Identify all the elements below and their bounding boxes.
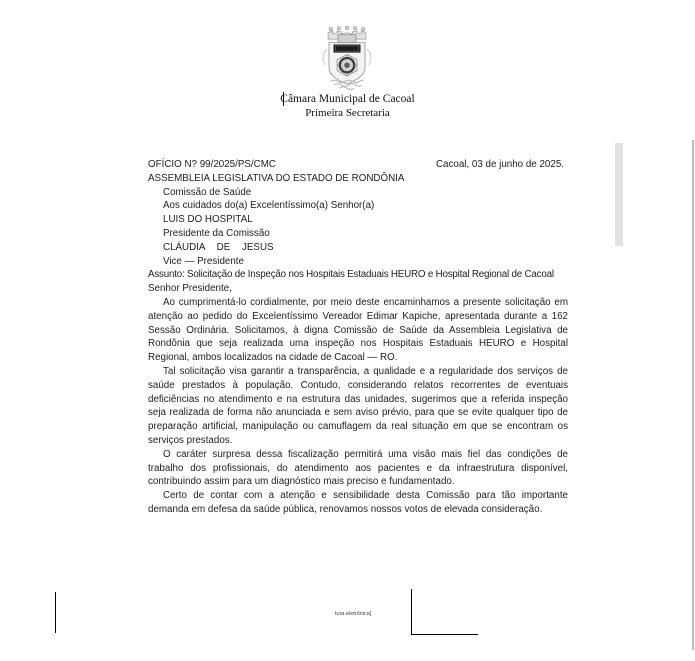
signature-corner-vertical [411, 589, 412, 635]
signature-fragment: tura eletrônica] [335, 611, 372, 617]
recipient-unit: Comissão de Saúde [163, 186, 252, 198]
org-subtitle: Primeira Secretaria [305, 107, 390, 119]
pane-edge-line [692, 140, 694, 650]
signature-corner-horizontal [411, 634, 478, 635]
subject-line: Assunto: Solicitação de Inspeção nos Hospitais Estaduais HEURO e Hospital Regional de Cacoal [148, 269, 554, 281]
addressee-role: Vice — Presidente [163, 255, 244, 267]
addressee-role: Presidente da Comissão [163, 227, 270, 239]
letter-date: Cacoal, 03 de junho de 2025. [435, 159, 564, 170]
paragraph: Certo de contar com a atenção e sensibilidade desta Comissão para tão importante demanda em defesa da saúde pública, renovamos nossos votos de elevada consideração. [148, 490, 568, 515]
letter-body[interactable] [148, 158, 568, 517]
recipient-care-of: Aos cuidados do(a) Excelentíssimo(a) Senhor(a) [163, 200, 375, 212]
recipient-org: ASSEMBLEIA LEGISLATIVA DO ESTADO DE RONDÔNIA [148, 172, 405, 184]
coat-of-arms-icon [320, 25, 374, 91]
oficio-number: OFÍCIO N? 99/2025/PS/CMC [148, 159, 276, 170]
org-name: Câmara Municipal de Cacoal [280, 93, 415, 105]
salutation: Senhor Presidente, [148, 283, 232, 295]
paragraph: Tal solicitação visa garantir a transparência, a qualidade e a regularidade dos serviços de saúde prestados à população. Contudo, considerando relatos recorrentes de eventuais deficiências no atendimento e na estrutura das unidades, sugerimos que a referida inspeção seja realizada de forma não anunciada e sem aviso prévio, para que se evite qualquer tipo de preparação artificial, manipulação ou camuflagem da real situação em que se encontram os serviços prestados. [148, 365, 568, 446]
paragraph: Ao cumprimentá-lo cordialmente, por meio deste encaminhamos a presente solicitação em atenção ao pedido do Excelentíssimo Vereador Edimar Kapiche, apresentada durante a 162 Sessão Ordinária. Solicitamos, à digna Comissão de Saúde da Assembleia Legislativa de Rondônia que seja realizada uma inspeção nos Hospitais Estaduais HEURO e Hospital Regional, ambos localizados na cidade de Cacoal — RO. [148, 296, 568, 364]
signature-mark-left [55, 592, 56, 633]
scrollbar-thumb[interactable] [615, 143, 623, 246]
addressee-name: CLÁUDIA DE JESUS [163, 241, 274, 253]
addressee-name: LUIS DO HOSPITAL [163, 214, 253, 226]
paragraph: O caráter surpresa dessa fiscalização permitirá uma visão mais fiel das condições de trabalho dos profissionais, do atendimento aos pacientes e da infraestrutura disponível, contribuindo assim para um diagnóstico mais preciso e fundamentado. [148, 448, 568, 488]
